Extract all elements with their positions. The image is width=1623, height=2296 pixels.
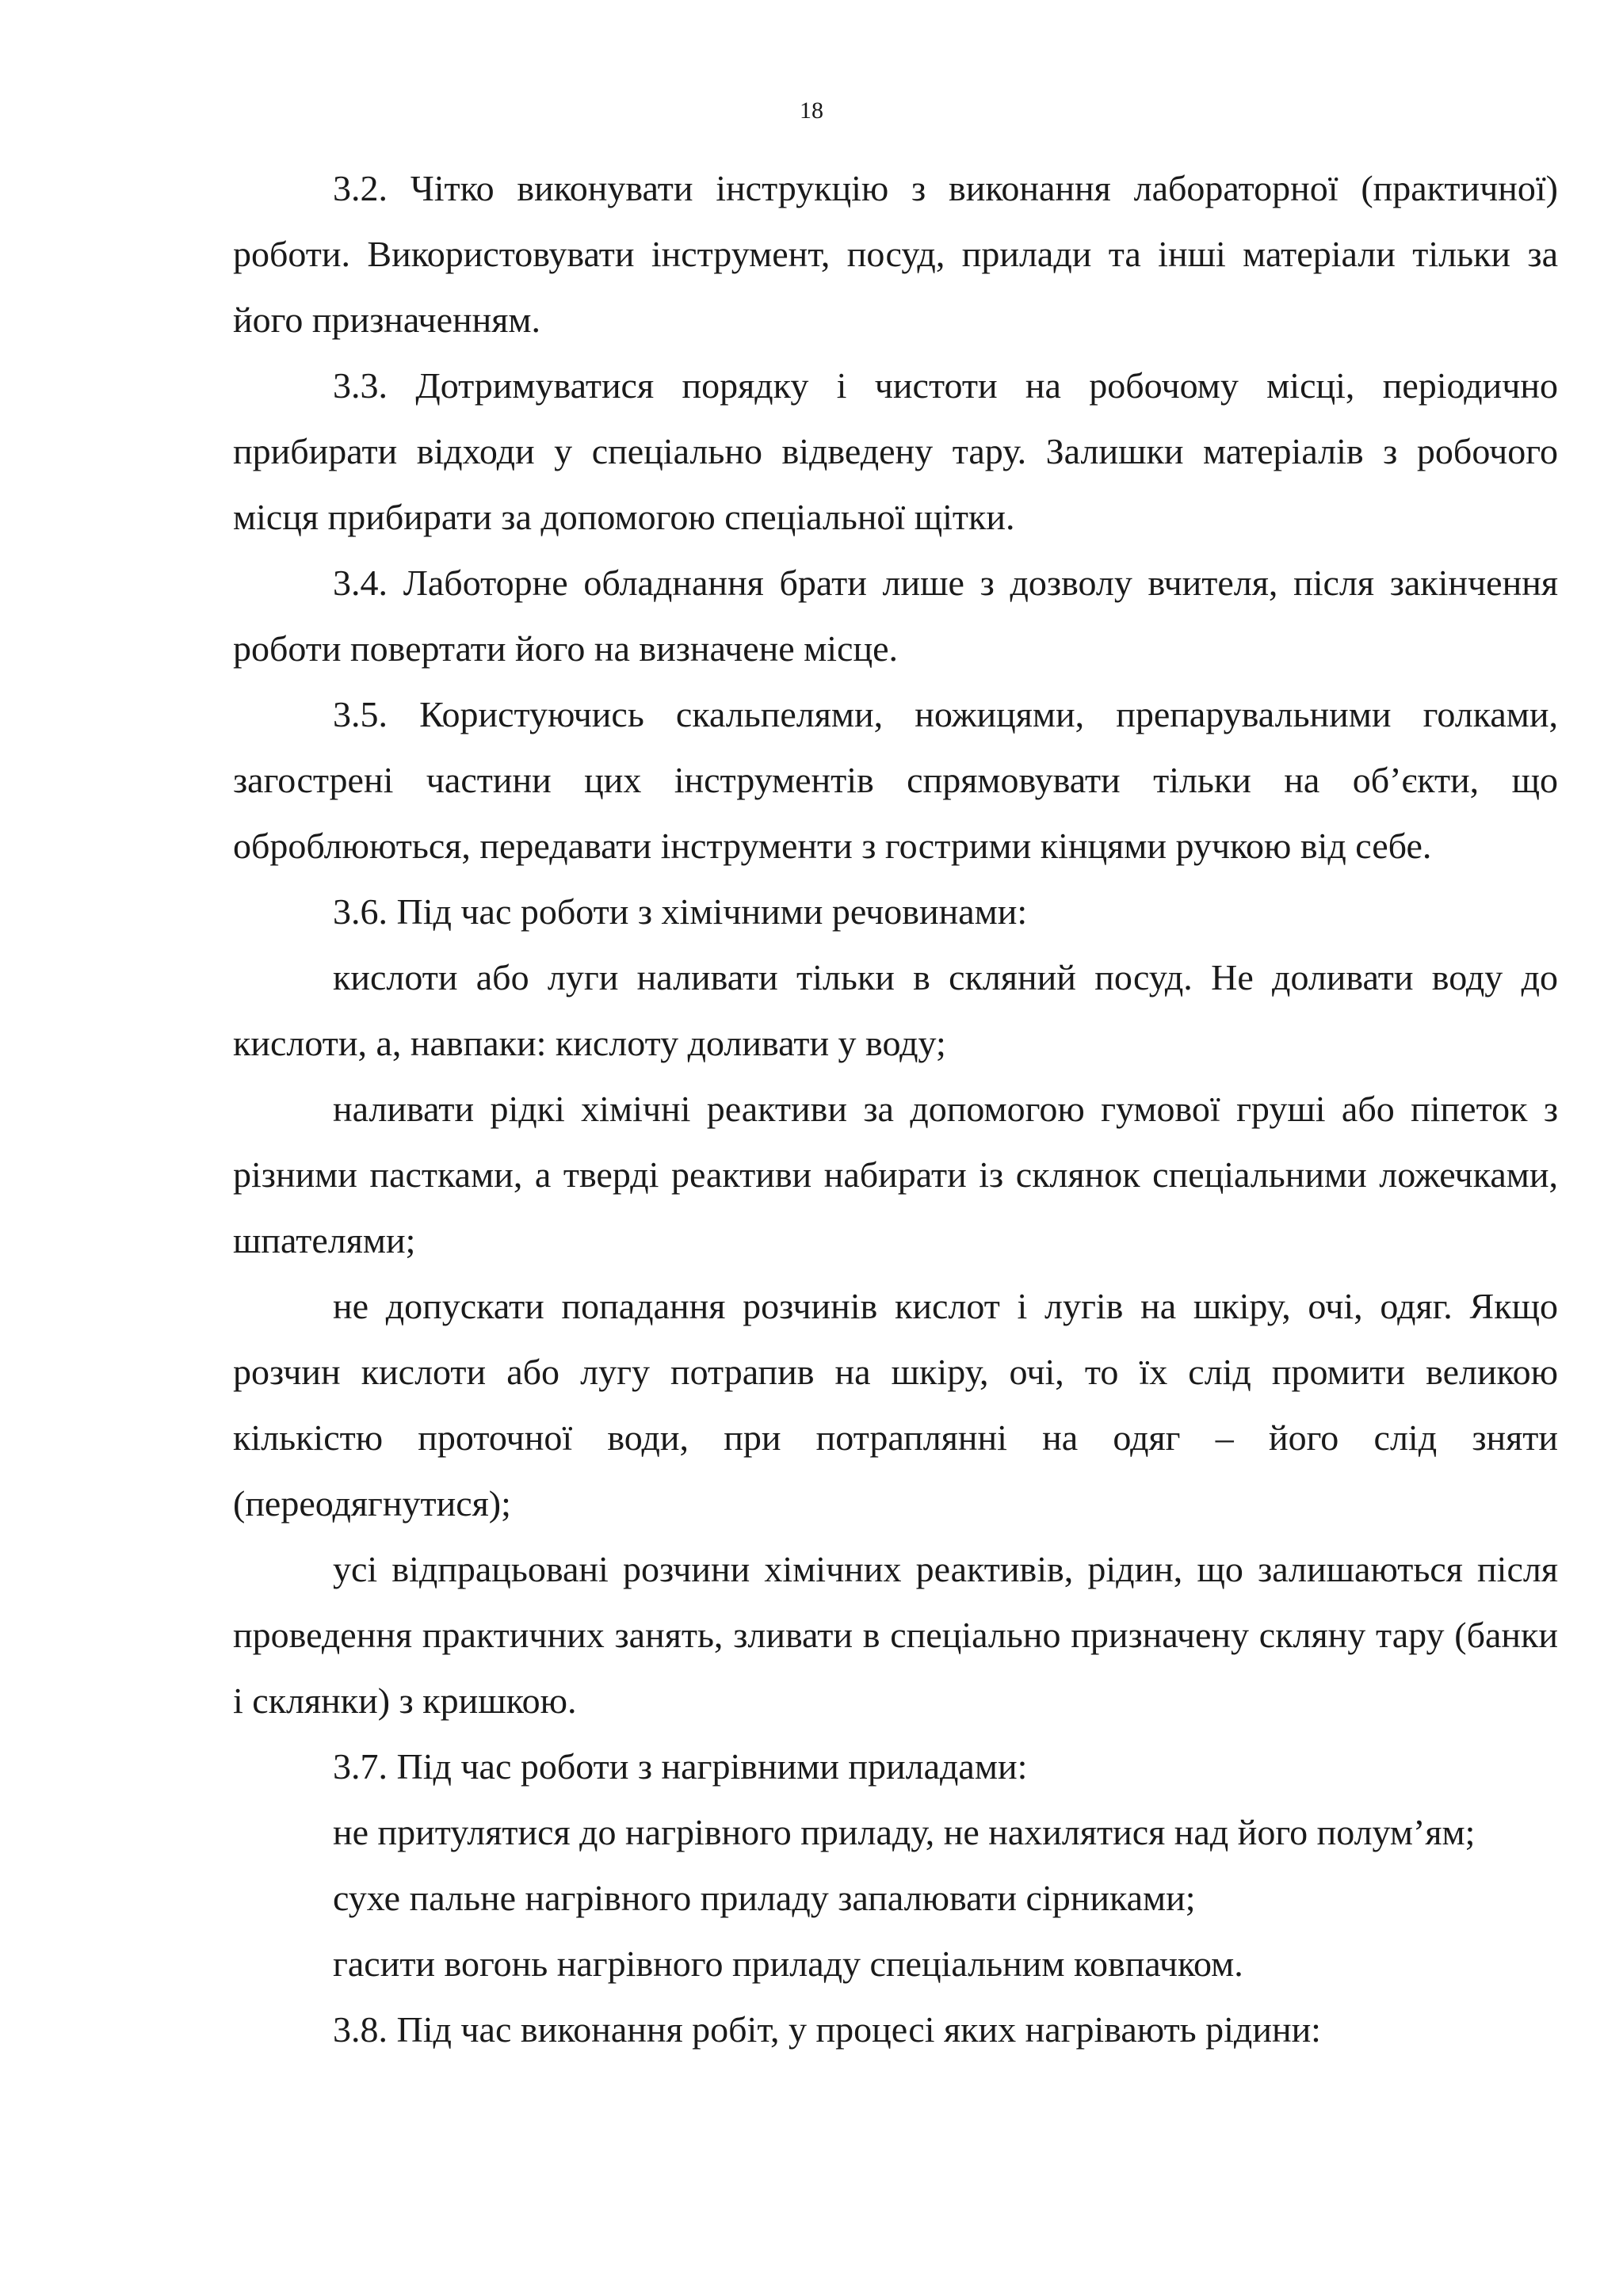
page-number: 18 xyxy=(800,97,823,124)
list-item-reagents: наливати рідкі хімічні реактиви за допомогою гумової груші або піпеток з різними пастками, а тверді реактиви набирати із склянок спеціальними ложечками, шпателями; xyxy=(233,1089,1558,1261)
paragraph-3-6: 3.6. Під час роботи з хімічними речовинами: xyxy=(333,891,1028,932)
list-item-waste-solutions: усі відпрацьовані розчини хімічних реактивів, рідин, що залишаються після проведення практичних занять, зливати в спеціально призначену скляну тару (банки і склянки) з кришкою. xyxy=(233,1549,1558,1721)
paragraph-3-4: 3.4. Лаботорне обладнання брати лише з дозволу вчителя, після закінчення роботи повертати його на визначене місце. xyxy=(233,563,1558,669)
list-item-flame: не притулятися до нагрівного приладу, не нахилятися над його полум’ям; xyxy=(333,1812,1476,1852)
paragraph-3-2: 3.2. Чітко виконувати інструкцію з виконання лабораторної (практичної) роботи. Використовувати інструмент, посуд, прилади та інші матеріали тільки за його призначенням. xyxy=(233,168,1558,340)
list-item-skin-contact: не допускати попадання розчинів кислот і лугів на шкіру, очі, одяг. Якщо розчин кислоти або лугу потрапив на шкіру, очі, то їх слід промити великою кількістю проточної води, при потраплянні на одяг – його слід зняти (переодягнутися); xyxy=(233,1286,1558,1524)
paragraph-3-7: 3.7. Під час роботи з нагрівними приладами: xyxy=(333,1746,1028,1787)
document-body xyxy=(233,155,1558,2062)
paragraph-3-3: 3.3. Дотримуватися порядку і чистоти на робочому місці, періодично прибирати відходи у спеціально відведену тару. Залишки матеріалів з робочого місця прибирати за допомогою спеціальної щітки. xyxy=(233,365,1558,537)
list-item-acids: кислоти або луги наливати тільки в скляний посуд. Не доливати воду до кислоти, а, навпаки: кислоту доливати у воду; xyxy=(233,957,1558,1063)
list-item-fuel: сухе пальне нагрівного приладу запалювати сірниками; xyxy=(333,1878,1196,1918)
paragraph-3-8: 3.8. Під час виконання робіт, у процесі яких нагрівають рідини: xyxy=(333,2009,1321,2050)
list-item-extinguish: гасити вогонь нагрівного приладу спеціальним ковпачком. xyxy=(333,1943,1243,1984)
paragraph-3-5: 3.5. Користуючись скальпелями, ножицями, препарувальними голками, загострені частини цих інструментів спрямовувати тільки на об’єкти, що оброблюються, передавати інструменти з гострими кінцями ручкою від себе. xyxy=(233,694,1558,866)
